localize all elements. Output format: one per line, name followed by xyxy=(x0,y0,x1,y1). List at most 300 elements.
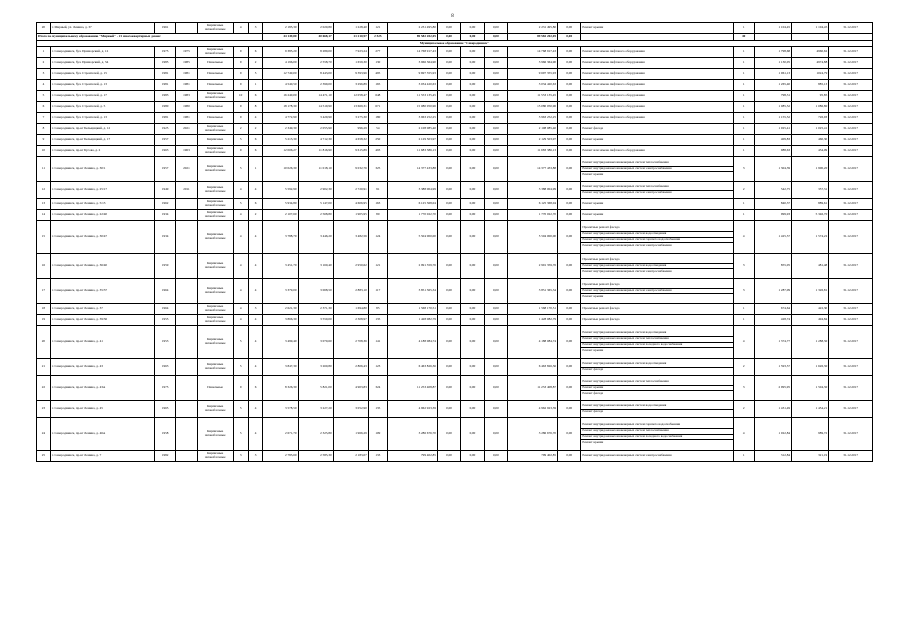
row-number: 18 xyxy=(37,304,51,315)
area-residential: 14 471,10 xyxy=(298,91,333,102)
unit-cost: 1 061,13 xyxy=(754,69,791,80)
address: г. Северодвинск, пр-кт Ленина, д. 30/1 xyxy=(50,157,154,182)
row-number: 17 xyxy=(37,279,51,304)
cost-total: 1 428 082,79 xyxy=(387,315,437,326)
completion-date: 31.12.2017 xyxy=(829,182,873,199)
row-number: 21 xyxy=(37,359,51,376)
unit-cost: 855,05 xyxy=(754,254,791,279)
year-repair: 2011 xyxy=(176,182,197,199)
floors: 4 xyxy=(233,210,248,221)
entrances: 4 xyxy=(248,221,263,254)
area-total: 3 451,70 xyxy=(263,254,298,279)
floors: 9 xyxy=(233,102,248,113)
residents: 80 xyxy=(368,210,387,221)
address: г. Северодвинск, бул. Строителей, д. 15 xyxy=(50,69,154,80)
budget-local: 0,00 xyxy=(484,146,507,157)
wall-material: Кирпичные шлакоблочные xyxy=(197,199,233,210)
work-item: Ремонт фасада xyxy=(582,409,604,413)
other-funds: 0,00 xyxy=(558,102,581,113)
fund-share: 0,00 xyxy=(437,157,460,182)
work-item: Ремонт крыши xyxy=(582,347,604,352)
entrances: 3 xyxy=(248,304,263,315)
unit-cost: 988,63 xyxy=(754,146,791,157)
budget-local: 0,00 xyxy=(484,91,507,102)
budget-local: 0,00 xyxy=(484,182,507,199)
completion-date: 31.12.2017 xyxy=(829,210,873,221)
work-count: 1 xyxy=(733,102,754,113)
area-residential: 2 902,30 xyxy=(298,182,333,199)
work-item: Ремонт внутридомовых инженерных систем водоотведения xyxy=(581,404,732,410)
entrances: 2 xyxy=(248,124,263,135)
floors: 5 xyxy=(233,326,248,359)
cost-total: 3 963 252,25 xyxy=(387,113,437,124)
work-item: Проектные ремонт фасада xyxy=(581,283,732,289)
cost-total: 3 966 364,90 xyxy=(387,58,437,69)
row-number: 24 xyxy=(37,418,51,451)
fund-share: 0,00 xyxy=(437,451,460,462)
cost-total: 2 108 085,40 xyxy=(387,124,437,135)
residents: 493 xyxy=(368,146,387,157)
address: г. Северодвинск, пр-кт Ленина, д. 43 xyxy=(50,359,154,376)
other-funds: 0,00 xyxy=(558,254,581,279)
address: г. Северодвинск, бул. Приморский, д. 34 xyxy=(50,58,154,69)
unit-cost: 1 287,09 xyxy=(754,279,791,304)
budget-local: 0,00 xyxy=(484,23,507,34)
entrances: 1 xyxy=(248,80,263,91)
year-built: 1963 xyxy=(155,146,176,157)
table-row xyxy=(37,315,873,326)
unit-cost: 1 025,41 xyxy=(754,124,791,135)
residents: 324 xyxy=(368,376,387,401)
summary-works xyxy=(581,34,733,41)
table-row xyxy=(37,58,873,69)
work-item: Ремонт внутридомовых инженерных систем водоотведения xyxy=(581,264,732,270)
limit-cost: 1 504,30 xyxy=(792,376,829,401)
summary-residents: 2 525 xyxy=(368,34,387,41)
year-built: 1982 xyxy=(155,451,176,462)
completion-date: 31.12.2017 xyxy=(829,451,873,462)
budget-regional: 0,00 xyxy=(461,401,484,418)
year-repair xyxy=(176,279,197,304)
area-owned: 4 658,32 xyxy=(333,135,368,146)
row-number: 25 xyxy=(37,451,51,462)
fund-share: 0,00 xyxy=(437,401,460,418)
wall-material: Кирпичные шлакоблочные xyxy=(197,326,233,359)
work-item: Ремонт внутридомовых инженерных систем водоотведения xyxy=(581,232,732,238)
address: г. Северодвинск, пр-кт Ленина, д. 30/47 xyxy=(50,221,154,254)
completion-date: 31.12.2017 xyxy=(829,254,873,279)
completion-date: 31.12.2017 xyxy=(829,401,873,418)
area-owned: 1 905,95 xyxy=(333,210,368,221)
floors: 5 xyxy=(233,418,248,451)
work-item: Ремонт или замена лифтового оборудования xyxy=(582,60,645,65)
other-funds: 0,00 xyxy=(558,326,581,359)
work-item: Ремонт внутридомовых инженерных систем теплоснабжения xyxy=(581,337,732,343)
address: г. Северодвинск, пр-кт Ленина, д. 22/40 xyxy=(50,210,154,221)
other-funds: 0,00 xyxy=(558,124,581,135)
work-item: Ремонт крыши xyxy=(582,439,604,444)
work-item: Ремонт крыши xyxy=(582,201,604,206)
owners-funds: 14 377 433,88 xyxy=(508,157,558,182)
residents: 54 xyxy=(368,124,387,135)
row-number: 16 xyxy=(37,254,51,279)
cost-total: 5 504 000,00 xyxy=(387,221,437,254)
budget-regional: 0,00 xyxy=(461,124,484,135)
row-number: 20 xyxy=(37,23,51,34)
table-row xyxy=(37,221,873,254)
limit-cost: 95,85 xyxy=(792,91,829,102)
area-total: 12 749,00 xyxy=(263,69,298,80)
fund-share: 0,00 xyxy=(437,254,460,279)
work-item: Ремонт внутридомовых инженерных систем теплоснабжения xyxy=(581,429,732,435)
area-residential: 2 055,90 xyxy=(298,124,333,135)
completion-date: 31.12.2017 xyxy=(829,315,873,326)
work-types xyxy=(581,58,733,69)
area-residential: 3 070,60 xyxy=(298,326,333,359)
cost-total: 2 231 495,80 xyxy=(387,23,437,34)
budget-local: 0,00 xyxy=(484,135,507,146)
entrances: 6 xyxy=(248,146,263,157)
owners-funds: 9 697 355,93 xyxy=(508,69,558,80)
budget-regional: 0,00 xyxy=(461,80,484,91)
other-funds: 0,00 xyxy=(558,80,581,91)
year-repair: 1981 xyxy=(176,80,197,91)
unit-cost: 1 374,77 xyxy=(754,326,791,359)
area-total: 10 026,30 xyxy=(263,157,298,182)
work-count: 3 xyxy=(733,279,754,304)
fund-share: 0,00 xyxy=(437,326,460,359)
owners-funds: 2 108 085,40 xyxy=(508,124,558,135)
completion-date: 31.12.2017 xyxy=(829,279,873,304)
fund-share: 0,00 xyxy=(437,23,460,34)
area-owned: 2 308,97 xyxy=(333,315,368,326)
area-total: 5 213,30 xyxy=(263,135,298,146)
work-item: Ремонт фасада xyxy=(582,126,604,131)
area-residential: 3 160,40 xyxy=(298,254,333,279)
address: г. Северодвинск, бул. Строителей, д. 13 xyxy=(50,113,154,124)
cost-total: 1 770 022,70 xyxy=(387,210,437,221)
work-types xyxy=(581,69,733,80)
cost-total: 3 388 004,99 xyxy=(387,182,437,199)
area-total: 2 107,60 xyxy=(263,210,298,221)
work-types xyxy=(581,23,733,34)
year-repair xyxy=(176,376,197,401)
wall-material: Кирпичные шлакоблочные xyxy=(197,304,233,315)
area-owned: 2 883,10 xyxy=(333,279,368,304)
work-count: 1 xyxy=(733,124,754,135)
fund-share: 0,00 xyxy=(437,199,460,210)
work-types xyxy=(581,254,733,279)
residents: 135 xyxy=(368,401,387,418)
wall-material: Кирпичные шлакоблочные xyxy=(197,221,233,254)
work-item: Ремонт крыши xyxy=(582,293,604,298)
floors: 9 xyxy=(233,376,248,401)
limit-cost: 1 574,22 xyxy=(792,221,829,254)
floors: 5 xyxy=(233,401,248,418)
completion-date: 31.12.2017 xyxy=(829,146,873,157)
fund-share: 0,00 xyxy=(437,91,460,102)
year-built: 1980 xyxy=(155,102,176,113)
cost-total: 6 463 826,36 xyxy=(387,359,437,376)
year-built: 1985 xyxy=(155,58,176,69)
entrances: 6 xyxy=(248,376,263,401)
other-funds: 0,00 xyxy=(558,279,581,304)
floors: 4 xyxy=(233,315,248,326)
row-number: 23 xyxy=(37,401,51,418)
floors: 9 xyxy=(233,47,248,58)
fund-share: 0,00 xyxy=(437,113,460,124)
work-count: 1 xyxy=(733,199,754,210)
address: г. Северодвинск, бул. Строителей, д. 17 xyxy=(50,91,154,102)
summary-count: 40 xyxy=(733,34,754,41)
owners-funds: 3 388 004,99 xyxy=(508,182,558,199)
address: г. Северодвинск, пр-кт Ленина, д. 45 xyxy=(50,401,154,418)
residents: 124 xyxy=(368,221,387,254)
work-item: Ремонт крыши xyxy=(582,25,604,30)
work-count: 1 xyxy=(733,58,754,69)
year-repair: 1981 xyxy=(176,113,197,124)
limit-cost: 494,84 xyxy=(792,315,829,326)
cost-total: 11 253 408,87 xyxy=(387,376,437,401)
address: г. Северодвинск, пр-кт Бельщицкий, д. 17 xyxy=(50,135,154,146)
entrances: 4 xyxy=(248,401,263,418)
limit-cost: 4960,62 xyxy=(792,47,829,58)
table-row xyxy=(37,254,873,279)
year-built: 1981 xyxy=(155,69,176,80)
area-total: 5 934,80 xyxy=(263,199,298,210)
work-types xyxy=(581,102,733,113)
summary-budget-regional: 0,00 xyxy=(461,34,484,41)
budget-regional: 0,00 xyxy=(461,210,484,221)
wall-material: Панельные xyxy=(197,80,233,91)
address: г. Северодвинск, пр-кт Ленина, д. 36/40 xyxy=(50,254,154,279)
budget-local: 0,00 xyxy=(484,69,507,80)
floors: 4 xyxy=(233,221,248,254)
cost-total: 11 553 135,45 xyxy=(387,91,437,102)
other-funds: 0,00 xyxy=(558,210,581,221)
area-total: 2 671,70 xyxy=(263,418,298,451)
unit-cost: 1 022,84 xyxy=(754,418,791,451)
area-total: 8 326,30 xyxy=(263,376,298,401)
completion-date: 31.12.2017 xyxy=(829,418,873,451)
area-residential: 4 712,30 xyxy=(298,135,333,146)
summary-owners: 89 582 202,05 xyxy=(508,34,558,41)
unit-cost: 542,75 xyxy=(754,182,791,199)
address: г. Мирный, ул. Ленина, д. 37 xyxy=(50,23,154,34)
entrances: 4 xyxy=(248,359,263,376)
row-number: 12 xyxy=(37,182,51,199)
work-count: 1 xyxy=(733,146,754,157)
budget-regional: 0,00 xyxy=(461,102,484,113)
year-repair xyxy=(176,451,197,462)
area-residential: 2 558,70 xyxy=(298,58,333,69)
work-count: 3 xyxy=(733,157,754,182)
residents: 495 xyxy=(368,69,387,80)
area-owned: 1 228,40 xyxy=(333,23,368,34)
residents: 133 xyxy=(368,451,387,462)
year-built: 1957 xyxy=(155,135,176,146)
row-number: 10 xyxy=(37,146,51,157)
row-number: 15 xyxy=(37,221,51,254)
fund-share: 0,00 xyxy=(437,376,460,401)
entrances: 4 xyxy=(248,279,263,304)
area-residential: 2 020,80 xyxy=(298,23,333,34)
work-count: 4 xyxy=(733,418,754,451)
summary-row xyxy=(37,34,873,41)
cost-total: 4 188 084,74 xyxy=(387,326,437,359)
work-item: Ремонт или замена лифтового оборудования xyxy=(582,104,645,109)
wall-material: Кирпичные шлакоблочные xyxy=(197,91,233,102)
row-number: 3 xyxy=(37,69,51,80)
area-total: 4 196,00 xyxy=(263,58,298,69)
budget-regional: 0,00 xyxy=(461,279,484,304)
address: г. Северодвинск, бул. Приморский, д. 12 xyxy=(50,47,154,58)
work-types xyxy=(581,182,733,199)
floors: 4 xyxy=(233,23,248,34)
area-owned: 3 296,89 xyxy=(333,80,368,91)
budget-local: 0,00 xyxy=(484,376,507,401)
table-row xyxy=(37,210,873,221)
unit-cost: 1 304,39 xyxy=(754,157,791,182)
work-item: Ремонт крыши xyxy=(582,171,604,176)
work-item: Ремонт внутридомовых инженерных систем электроснабжения xyxy=(581,167,732,173)
entrances: 3 xyxy=(248,451,263,462)
cost-total: 2 991 359,76 xyxy=(387,254,437,279)
wall-material: Кирпичные шлакоблочные xyxy=(197,210,233,221)
work-types xyxy=(581,315,733,326)
wall-material: Кирпичные шлакоблочные xyxy=(197,124,233,135)
work-types xyxy=(581,451,733,462)
area-total: 3 847,30 xyxy=(263,359,298,376)
year-built: 1981 xyxy=(155,113,176,124)
unit-cost: 798,31 xyxy=(754,91,791,102)
other-funds: 0,00 xyxy=(558,182,581,199)
area-residential: 3 446,20 xyxy=(298,221,333,254)
floors: 5 xyxy=(233,199,248,210)
work-item: Ремонт внутридомовых инженерных систем электроснабжения xyxy=(582,190,672,194)
work-item: Ремонт крыши xyxy=(582,137,604,142)
area-owned: 4 903,83 xyxy=(333,376,368,401)
fund-share: 0,00 xyxy=(437,124,460,135)
work-types xyxy=(581,146,733,157)
floors: 5 xyxy=(233,135,248,146)
area-residential: 2 585,30 xyxy=(298,451,333,462)
budget-local: 0,00 xyxy=(484,401,507,418)
residents: 91 xyxy=(368,182,387,199)
area-residential: 2 371,30 xyxy=(298,304,333,315)
wall-material: Кирпичные шлакоблочные xyxy=(197,254,233,279)
budget-regional: 0,00 xyxy=(461,418,484,451)
budget-local: 0,00 xyxy=(484,418,507,451)
row-number: 9 xyxy=(37,135,51,146)
work-item: Ремонт внутридомовых инженерных систем теплоснабжения xyxy=(581,185,732,191)
floors: 3 xyxy=(233,451,248,462)
area-owned: 3 275,30 xyxy=(333,113,368,124)
unit-cost: 1 085,52 xyxy=(754,102,791,113)
unit-cost: 2 995,95 xyxy=(754,376,791,401)
wall-material: Панельные xyxy=(197,102,233,113)
unit-cost: 840,37 xyxy=(754,199,791,210)
unit-cost: 428,74 xyxy=(754,315,791,326)
residents: 109 xyxy=(368,418,387,451)
budget-local: 0,00 xyxy=(484,315,507,326)
address: г. Северодвинск, бул. Строителей, д. 5 xyxy=(50,102,154,113)
owners-funds: 3 963 252,25 xyxy=(508,113,558,124)
residents: 163 xyxy=(368,199,387,210)
limit-cost: 1 086,80 xyxy=(792,102,829,113)
residents: 123 xyxy=(368,359,387,376)
budget-local: 0,00 xyxy=(484,304,507,315)
budget-local: 0,00 xyxy=(484,359,507,376)
residents: 85 xyxy=(368,304,387,315)
address: г. Северодвинск, бул. Строителей, д. 13 xyxy=(50,80,154,91)
limit-cost: 422,30 xyxy=(792,304,829,315)
completion-date: 31.12.2017 xyxy=(829,326,873,359)
work-types xyxy=(581,80,733,91)
year-repair: 2021 xyxy=(176,124,197,135)
page-number: 8 xyxy=(451,14,454,19)
floors: 4 xyxy=(233,304,248,315)
residents: 325 xyxy=(368,157,387,182)
work-count: 1 xyxy=(733,451,754,462)
completion-date: 31.12.2017 xyxy=(829,124,873,135)
work-count: 1 xyxy=(733,80,754,91)
budget-regional: 0,00 xyxy=(461,58,484,69)
work-item: Ремонт внутридомовых инженерных систем теплоснабжения xyxy=(581,380,732,386)
row-number: 5 xyxy=(37,91,51,102)
work-count: 1 xyxy=(733,210,754,221)
work-item: Ремонт внутридомовых инженерных систем электроснабжения xyxy=(582,453,672,458)
area-residential: 2 399,00 xyxy=(298,80,333,91)
year-built: 1975 xyxy=(155,47,176,58)
year-repair xyxy=(176,210,197,221)
work-count: 1 xyxy=(733,91,754,102)
budget-regional: 0,00 xyxy=(461,23,484,34)
completion-date: 31.12.2017 xyxy=(829,221,873,254)
area-residential: 5 147,00 xyxy=(298,199,333,210)
area-owned: 2 720,91 xyxy=(333,182,368,199)
completion-date: 31.12.2017 xyxy=(829,91,873,102)
area-owned: 996,29 xyxy=(333,124,368,135)
work-item: Ремонт внутридомовых инженерных систем электроснабжения xyxy=(582,268,672,273)
limit-cost: 4974,88 xyxy=(792,58,829,69)
cost-total: 14 768 917,43 xyxy=(387,47,437,58)
entrances: 4 xyxy=(248,113,263,124)
area-total: 5 592,90 xyxy=(263,182,298,199)
summary-label: Итого по муниципальному образованию "Мирный" - 21 многоквартирных домов: xyxy=(37,34,263,41)
table-body xyxy=(37,23,873,462)
owners-funds: 4 962 923,39 xyxy=(508,401,558,418)
budget-local: 0,00 xyxy=(484,210,507,221)
budget-regional: 0,00 xyxy=(461,91,484,102)
work-count: 1 xyxy=(733,47,754,58)
other-funds: 0,00 xyxy=(558,91,581,102)
work-count: 3 xyxy=(733,376,754,401)
budget-local: 0,00 xyxy=(484,80,507,91)
work-item: Проектные ремонт фасада xyxy=(581,226,732,232)
wall-material: Панельные xyxy=(197,69,233,80)
address: г. Северодвинск, пр-кт Ленина, д. 25/17 xyxy=(50,182,154,199)
residents: 671 xyxy=(368,102,387,113)
summary-date xyxy=(829,34,873,41)
unit-cost: 1 593,57 xyxy=(754,359,791,376)
work-types xyxy=(581,210,733,221)
limit-cost: 5 346,70 xyxy=(792,210,829,221)
other-funds: 0,00 xyxy=(558,47,581,58)
fund-share: 0,00 xyxy=(437,315,460,326)
row-number: 6 xyxy=(37,102,51,113)
entrances: 4 xyxy=(248,182,263,199)
